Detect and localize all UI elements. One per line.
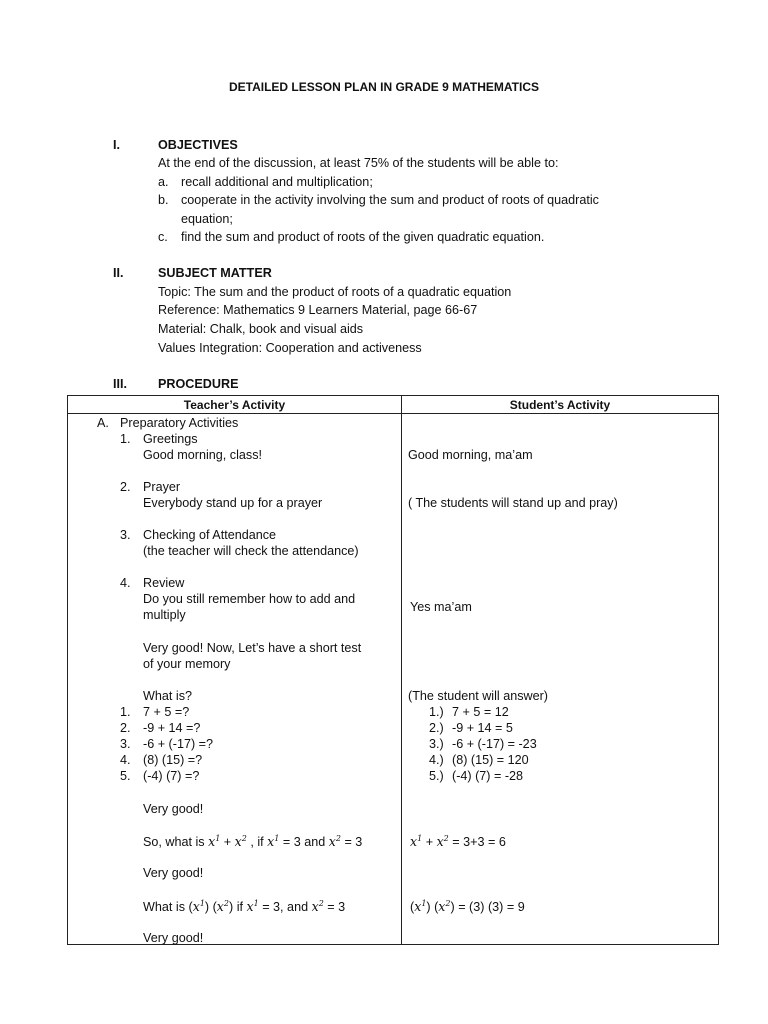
sum-question-mid: , if xyxy=(250,835,264,849)
product-question: What is $(x^1)$ $(x^2)$ if $x^1 = 3$, and $x^2 = 3$ xyxy=(143,898,346,914)
answer-number: 5.) xyxy=(429,769,444,783)
procedure-table xyxy=(67,395,719,945)
objective-b-continued: equation; xyxy=(181,212,233,226)
objective-letter-c: c. xyxy=(158,230,168,244)
subject-matter-numeral: II. xyxy=(113,266,124,280)
sum-question-eq2: = 3 xyxy=(344,835,363,849)
document-title: DETAILED LESSON PLAN IN GRADE 9 MATHEMATICS xyxy=(228,80,539,94)
sum-answer-value: = 3+3 = 6 xyxy=(452,835,506,849)
procedure-heading: PROCEDURE xyxy=(158,377,239,391)
sum-question: So, what is $x^1 + x^2$ , if $x^1 = 3$ and $x^2 = 3$ xyxy=(143,833,363,849)
question-number: 3. xyxy=(120,737,131,751)
very-good-3: Very good! xyxy=(143,931,204,945)
question-number: 5. xyxy=(120,769,131,783)
review-question-line-2: multiply xyxy=(143,608,186,622)
teacher-activity-cell xyxy=(68,414,402,945)
math-expression: $x^2$ xyxy=(436,833,449,849)
section-label: Preparatory Activities xyxy=(120,416,239,430)
math-expression: $x^2$ xyxy=(216,898,229,914)
product-question-prefix: What is xyxy=(143,900,185,914)
procedure-numeral: III. xyxy=(113,377,127,391)
student-activity-header: Student’s Activity xyxy=(402,396,719,414)
answer-text: -6 + (-17) = -23 xyxy=(452,737,537,751)
question-number: 1. xyxy=(120,705,131,719)
objective-b: cooperate in the activity involving the sum and product of roots of quadratic xyxy=(181,193,599,207)
math-expression: $x^1$ xyxy=(192,898,205,914)
teacher-attendance-line: (the teacher will check the attendance) xyxy=(143,544,359,558)
objectives-heading: OBJECTIVES xyxy=(158,138,238,152)
short-test-line-2: of your memory xyxy=(143,657,231,671)
question-number: 2. xyxy=(120,721,131,735)
question-text: (8) (15) =? xyxy=(143,753,203,767)
student-sum-answer: $x^1 + x^2 = 3+3 = 6$ xyxy=(410,833,506,849)
subject-topic: Topic: The sum and the product of roots of a quadratic equation xyxy=(158,285,512,299)
objective-c: find the sum and product of roots of the given quadratic equation. xyxy=(181,230,545,244)
step-greetings: Greetings xyxy=(143,432,198,446)
student-activity-cell xyxy=(402,414,719,945)
step-prayer: Prayer xyxy=(143,480,181,494)
teacher-prayer-line: Everybody stand up for a prayer xyxy=(143,496,323,510)
sum-question-prefix: So, what is xyxy=(143,835,205,849)
step-review: Review xyxy=(143,576,185,590)
product-question-mid: if xyxy=(236,900,243,914)
objective-letter-b: b. xyxy=(158,193,169,207)
product-answer-value: = (3) (3) = 9 xyxy=(458,900,525,914)
question-text: -6 + (-17) =? xyxy=(143,737,213,751)
very-good-1: Very good! xyxy=(143,802,204,816)
math-expression: $x^2$ xyxy=(438,898,451,914)
objective-a: recall additional and multiplication; xyxy=(181,175,373,189)
subject-material: Material: Chalk, book and visual aids xyxy=(158,322,364,336)
math-expression: $x^1$ xyxy=(208,833,221,849)
math-expression: $x^1$ xyxy=(410,833,423,849)
math-expression: $x^1$ xyxy=(246,898,259,914)
answer-text: (-4) (7) = -28 xyxy=(452,769,524,783)
teacher-activity-header: Teacher’s Activity xyxy=(68,396,402,414)
answer-text: (8) (15) = 120 xyxy=(452,753,529,767)
math-expression: $x^1$ xyxy=(267,833,280,849)
short-test-line-1: Very good! Now, Let’s have a short test xyxy=(143,641,362,655)
answer-text: -9 + 14 = 5 xyxy=(452,721,513,735)
objectives-numeral: I. xyxy=(113,138,120,152)
step-2-number: 2. xyxy=(120,480,131,494)
question-text: -9 + 14 =? xyxy=(143,721,201,735)
answer-number: 3.) xyxy=(429,737,444,751)
teacher-greeting-line: Good morning, class! xyxy=(143,448,262,462)
answer-number: 1.) xyxy=(429,705,444,719)
what-is-prompt: What is? xyxy=(143,689,192,703)
sum-question-eq1: = 3 and xyxy=(282,835,326,849)
step-attendance: Checking of Attendance xyxy=(143,528,277,542)
question-text: (-4) (7) =? xyxy=(143,769,200,783)
math-expression: $x^2$ xyxy=(311,898,324,914)
math-expression: $x^2$ xyxy=(234,833,247,849)
review-question-line-1: Do you still remember how to add and xyxy=(143,592,356,606)
product-question-eq2: = 3 xyxy=(327,900,346,914)
student-product-answer: $(x^1) (x^2) = (3) (3) = 9$ xyxy=(410,898,525,914)
subject-matter-heading: SUBJECT MATTER xyxy=(158,266,272,280)
question-number: 4. xyxy=(120,753,131,767)
subject-values: Values Integration: Cooperation and activeness xyxy=(158,341,422,355)
step-4-number: 4. xyxy=(120,576,131,590)
step-3-number: 3. xyxy=(120,528,131,542)
answer-number: 4.) xyxy=(429,753,444,767)
very-good-2: Very good! xyxy=(143,866,204,880)
subject-reference: Reference: Mathematics 9 Learners Material, page 66-67 xyxy=(158,303,478,317)
question-text: 7 + 5 =? xyxy=(143,705,190,719)
objectives-intro: At the end of the discussion, at least 75% of the students will be able to: xyxy=(158,156,559,170)
section-letter: A. xyxy=(97,416,109,430)
step-1-number: 1. xyxy=(120,432,131,446)
answer-text: 7 + 5 = 12 xyxy=(452,705,509,719)
math-expression: $x^2$ xyxy=(328,833,341,849)
product-question-eq1: = 3, and xyxy=(262,900,309,914)
student-greeting: Good morning, ma’am xyxy=(408,448,533,462)
answer-number: 2.) xyxy=(429,721,444,735)
objective-letter-a: a. xyxy=(158,175,169,189)
student-prayer: ( The students will stand up and pray) xyxy=(408,496,618,510)
math-expression: $x^1$ xyxy=(414,898,427,914)
student-will-answer: (The student will answer) xyxy=(408,689,548,703)
student-review-answer: Yes ma’am xyxy=(410,600,472,614)
